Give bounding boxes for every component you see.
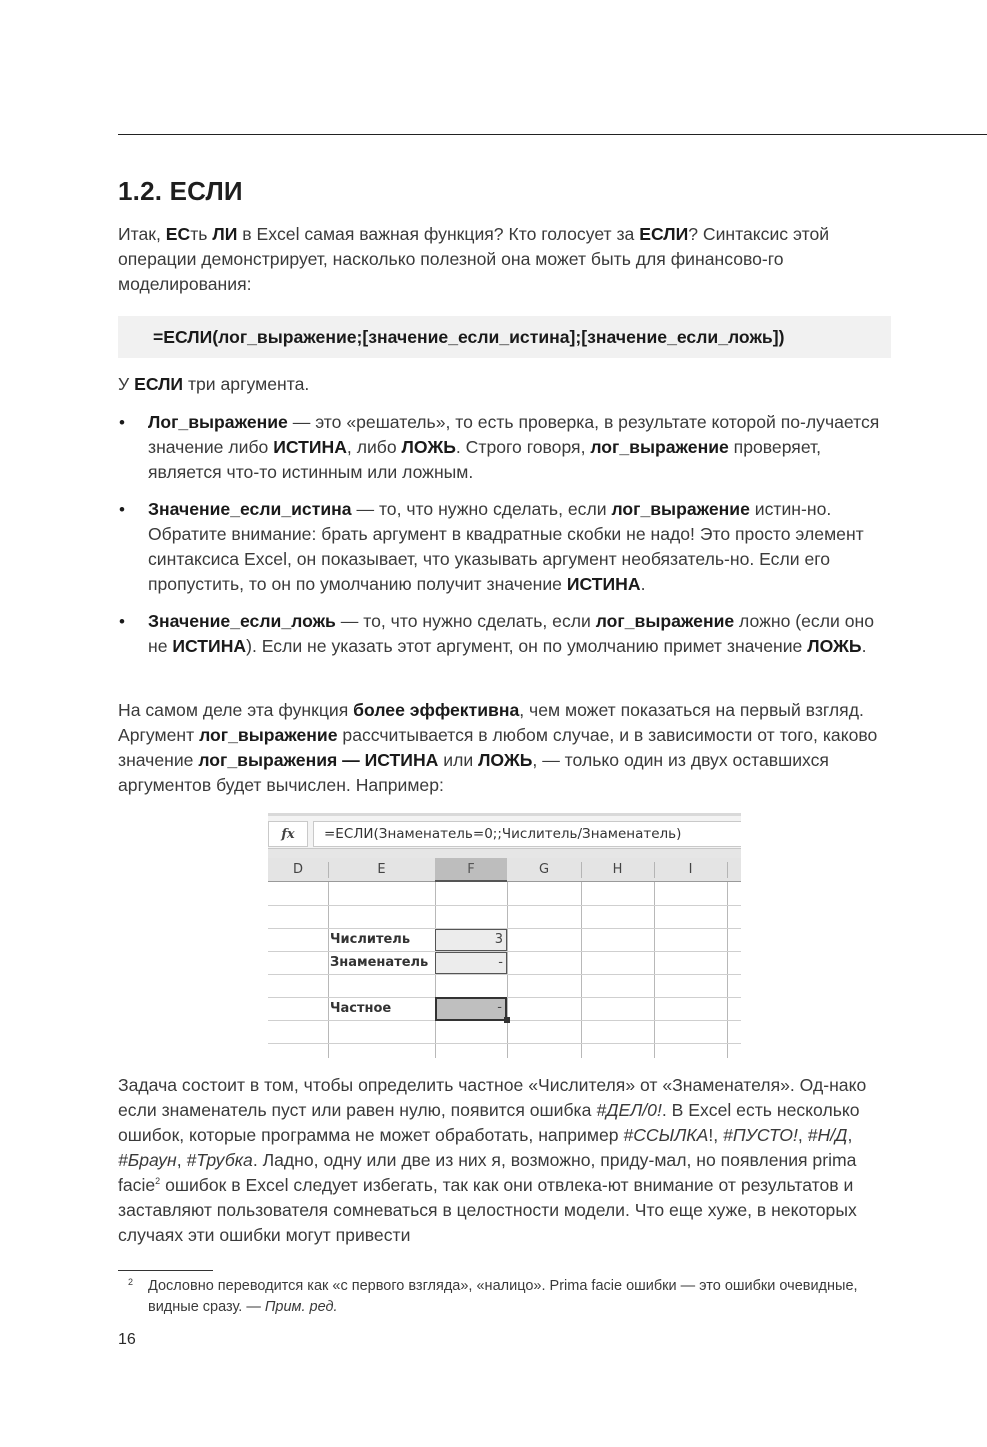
task-paragraph: Задача состоит в том, чтобы определить частное «Числителя» от «Знаменателя». Од-нако если знаменатель пуст или равен нулю, появится ошибка #ДЕЛ/0!. В Excel есть несколько ошибок, которые программа не может обработать, например #ССЫЛКА!, #ПУСТО!, #Н/Д, #Браун, #Трубка. Ладно, одну или две из них я, возможно, приду-мал, но появления prima facie$^2$ ошибок в Excel следует избегать, так как они отвлека-ют внимание от результатов и заставляют пользователя сомневаться в целостности модели. Что еще хуже, в некоторых случаях эти ошибки могут привести [118,1075,867,1245]
cell-quotient-value-selected[interactable]: - [435,997,507,1021]
syntax-formula: =ЕСЛИ(лог_выражение;[значение_если_истина];[значение_если_ложь]) [153,327,785,347]
list-item-log-expression: • Лог_выражение — это «решатель», то есть проверка, в результате которой по-лучается значение либо ИСТИНА, либо ЛОЖЬ. Строго говоря, лог_выражение проверяет, является что-то истинным или ложным. [119,412,880,482]
effectiveness-paragraph: На самом деле эта функция более эффективна, чем может показаться на первый взгляд. Аргумент лог_выражение рассчитывается в любом случае, и в зависимости от того, каково значение лог_выражения — ИСТИНА или ЛОЖЬ, — только один из двух оставшихся аргументов будет вычислен. Например: [118,700,878,795]
column-header-i[interactable]: I [654,858,727,882]
syntax-formula-box [118,316,891,358]
column-header-f[interactable]: F [435,858,507,882]
page-number: 16 [118,1331,136,1348]
grid-hline [268,905,741,906]
grid-vline [581,882,582,1058]
grid-vline [507,882,508,1058]
grid-hline [268,974,741,975]
cell-label-denominator[interactable]: Знаменатель [330,955,429,970]
column-header-overflow [727,858,741,882]
footnote-reference[interactable]: 2 [155,1176,161,1186]
column-separator [328,862,329,878]
cell-label-numerator[interactable]: Числитель [330,932,411,947]
footnote-editor-note: Прим. ред. [264,1299,338,1315]
footnote-rule [118,1270,213,1271]
bullet-icon: • [119,612,125,631]
footnote-mark: 2 [128,1277,134,1287]
cell-label-quotient[interactable]: Частное [330,1001,392,1016]
column-header-g[interactable]: G [507,858,581,882]
excel-screenshot [268,813,741,1058]
footnote [118,1276,898,1318]
footnote-text: Дословно переводится как «с первого взгляда», «налицо». Prima facie ошибки — это ошибки очевидные, видные сразу. — [148,1278,858,1315]
column-separator [727,862,728,878]
grid-hline [268,1043,741,1044]
cell-denominator-value[interactable]: - [435,952,507,974]
grid-vline [654,882,655,1058]
top-rule [118,134,987,135]
grid-vline [328,882,329,1058]
section-heading: 1.2. ЕСЛИ [118,176,243,206]
intro-paragraph: Итак, ЕСть ЛИ в Excel самая важная функция? Кто голосует за ЕСЛИ? Синтаксис этой операции демонстрирует, насколько полезной она может быть для финансово-го моделирования: [118,224,830,294]
list-item-value-if-true: • Значение_если_истина — то, что нужно сделать, если лог_выражение истин-но. Обратите внимание: брать аргумент в квадратные скобки не надо! Это просто элемент синтаксиса Excel, он показывает, что указывать аргумент необязатель-но. Если его пропустить, то он по умолчанию получит значение ИСТИНА. [119,499,864,594]
cell-numerator-value[interactable]: 3 [435,929,507,951]
bullet-icon: • [119,413,125,432]
arguments-list [118,410,893,671]
fill-handle[interactable] [504,1017,510,1023]
fx-icon[interactable]: fx [268,821,308,847]
column-separator [654,862,655,878]
column-separator [581,862,582,878]
formula-input[interactable]: =ЕСЛИ(Знаменатель=0;;Числитель/Знаменатель) [313,821,741,847]
formula-bar [268,816,741,849]
column-header-h[interactable]: H [581,858,654,882]
formula-bar-gap [268,849,741,858]
column-header-e[interactable]: E [328,858,435,882]
args-intro: У ЕСЛИ три аргумента. [118,374,310,394]
list-item-value-if-false: • Значение_если_ложь — то, что нужно сделать, если лог_выражение ложно (если оно не ИСТИНА). Если не указать этот аргумент, он по умолчанию примет значение ЛОЖЬ. [119,611,874,656]
column-header-d[interactable]: D [268,858,328,882]
bullet-icon: • [119,500,125,519]
grid-vline [727,882,728,1058]
